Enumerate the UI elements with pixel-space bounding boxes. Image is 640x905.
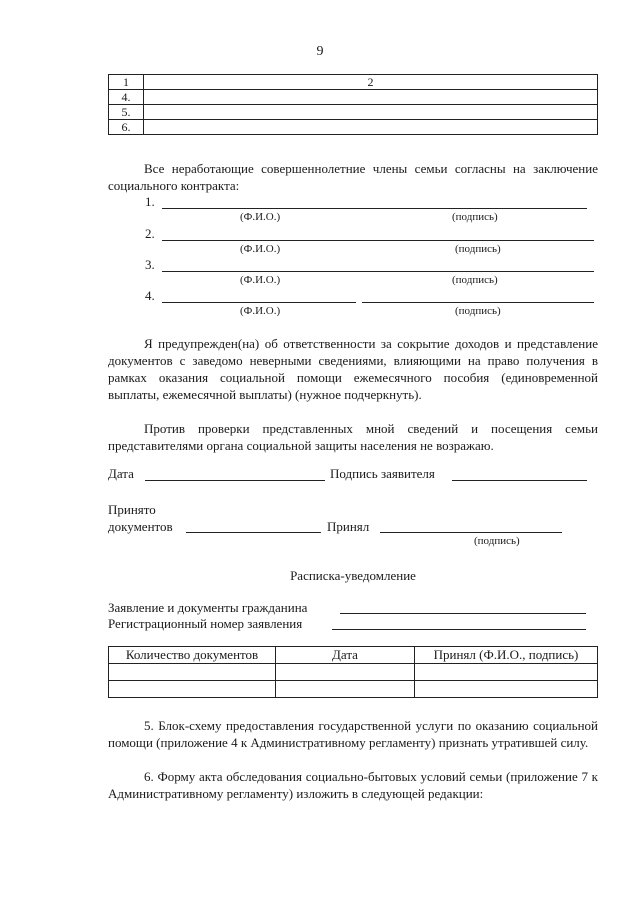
table-cell[interactable] <box>109 681 276 698</box>
accepted-sign-caption: (подпись) <box>474 535 520 547</box>
accepted-by-line[interactable] <box>380 532 562 533</box>
paragraph-6: 6. Форму акта обследования социально-бытовых условий семьи (приложение 7 к Административному регламенту) изложить в следующей редакции: <box>108 769 598 801</box>
applicant-signature-label: Подпись заявителя <box>330 466 435 481</box>
table-cell[interactable] <box>415 664 598 681</box>
table-row <box>109 105 598 120</box>
signature-line[interactable] <box>362 302 594 303</box>
documents-label: документов <box>108 519 173 534</box>
table-cell[interactable] <box>109 664 276 681</box>
accepted-by-label: Принял <box>327 519 370 534</box>
row-number: 4. <box>109 90 144 105</box>
signature-item-number: 4. <box>145 288 155 303</box>
consent-text: Все неработающие совершеннолетние члены семьи согласны на заключение социального контракта: <box>108 161 598 193</box>
column-header: Дата <box>276 647 415 664</box>
page-number: 9 <box>316 44 324 59</box>
sign-caption: (подпись) <box>455 243 501 255</box>
signature-item-number: 1. <box>145 194 155 209</box>
row-cell <box>144 90 598 105</box>
warning-paragraph: Я предупрежден(на) об ответственности за сокрытие доходов и представление документов с заведомо неверными сведениями, влияющими на право получения в рамках оказания социальной помощи ежемесячного пособия (единовременной выплаты, ежемесячной выплаты) (нужное подчеркнуть). <box>108 336 598 402</box>
table-row <box>109 664 598 681</box>
paragraph-5: 5. Блок-схему предоставления государственной услуги по оказанию социальной помощи (приложение 4 к Административному регламенту) признать утратившей силу. <box>108 718 598 750</box>
table-header-row <box>109 647 598 664</box>
fio-caption: (Ф.И.О.) <box>240 274 281 286</box>
row-number: 6. <box>109 120 144 135</box>
date-label: Дата <box>108 466 134 481</box>
accepted-label: Принято <box>108 502 156 517</box>
table-cell[interactable] <box>276 664 415 681</box>
family-members-table <box>108 74 598 135</box>
signature-line[interactable] <box>162 240 594 241</box>
consent-check-paragraph: Против проверки представленных мной сведений и посещения семьи представителями органа социальной защиты населения не возражаю. <box>108 421 598 453</box>
row-number: 5. <box>109 105 144 120</box>
signature-item-number: 2. <box>145 226 155 241</box>
row-cell <box>144 105 598 120</box>
fio-caption: (Ф.И.О.) <box>240 243 281 255</box>
sign-caption: (подпись) <box>452 274 498 286</box>
fio-caption: (Ф.И.О.) <box>240 305 281 317</box>
table-cell[interactable] <box>415 681 598 698</box>
statement-label: Заявление и документы гражданина <box>108 600 308 615</box>
date-line[interactable] <box>145 480 325 481</box>
table-row <box>109 120 598 135</box>
applicant-signature-line[interactable] <box>452 480 587 481</box>
documents-count-line[interactable] <box>186 532 321 533</box>
row-number: 1 <box>109 75 144 90</box>
signature-line[interactable] <box>162 302 356 303</box>
column-header: Принял (Ф.И.О., подпись) <box>415 647 598 664</box>
table-cell[interactable] <box>276 681 415 698</box>
receipt-title: Расписка-уведомление <box>290 568 416 583</box>
registration-number-line[interactable] <box>332 629 586 630</box>
statement-line[interactable] <box>340 613 586 614</box>
signature-line[interactable] <box>162 271 594 272</box>
sign-caption: (подпись) <box>455 305 501 317</box>
table-row <box>109 681 598 698</box>
signature-item-number: 3. <box>145 257 155 272</box>
row-cell: 2 <box>144 75 598 90</box>
registration-number-label: Регистрационный номер заявления <box>108 616 303 631</box>
signature-line[interactable] <box>162 208 587 209</box>
table-row <box>109 90 598 105</box>
table-row <box>109 75 598 90</box>
receipt-table <box>108 646 598 698</box>
column-header: Количество документов <box>109 647 276 664</box>
sign-caption: (подпись) <box>452 211 498 223</box>
row-cell <box>144 120 598 135</box>
fio-caption: (Ф.И.О.) <box>240 211 281 223</box>
